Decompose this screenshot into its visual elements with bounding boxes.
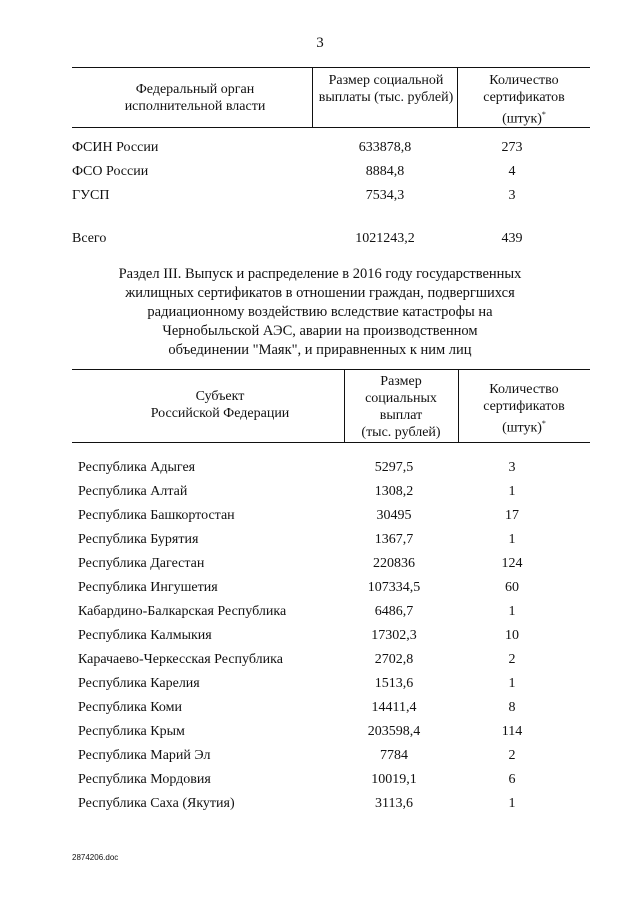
table1-total-count: 439 — [501, 231, 523, 246]
table2-row — [0, 770, 640, 790]
table2-divider-1 — [344, 369, 345, 443]
table1-count: 3 — [508, 188, 516, 203]
table2-name: Республика Ингушетия — [78, 580, 218, 595]
table1-divider-2 — [457, 67, 458, 128]
table2-value: 10019,1 — [371, 772, 417, 787]
table2-count: 6 — [508, 772, 516, 787]
table2-count: 1 — [508, 676, 516, 691]
table2-name: Республика Марий Эл — [78, 748, 211, 763]
table2-value: 107334,5 — [367, 580, 421, 595]
table2-count: 3 — [508, 460, 516, 475]
table1-name: ГУСП — [72, 188, 110, 203]
table2-row — [0, 554, 640, 574]
table2-name: Республика Алтай — [78, 484, 188, 499]
table2-divider-2 — [458, 369, 459, 443]
table2-value: 6486,7 — [374, 604, 414, 619]
table2-row — [0, 650, 640, 670]
table1-header-payment: Размер социальной выплаты (тыс. рублей) — [318, 73, 454, 105]
table2-count: 1 — [508, 796, 516, 811]
table1-total-name: Всего — [72, 231, 107, 246]
table2-name: Республика Коми — [78, 700, 182, 715]
table2-value: 1513,6 — [374, 676, 414, 691]
table2-row — [0, 794, 640, 814]
footer-filename: 2874206.doc — [72, 853, 119, 862]
table2-value: 5297,5 — [374, 460, 414, 475]
table1-value: 8884,8 — [365, 164, 405, 179]
table2-row — [0, 578, 640, 598]
table2-value: 30495 — [376, 508, 412, 523]
table2-row — [0, 506, 640, 526]
table2-header-certificates: Количество сертификатов (штук)* — [483, 382, 565, 436]
table1-top-rule — [72, 67, 590, 68]
table2-name: Республика Калмыкия — [78, 628, 212, 643]
table2-top-rule — [72, 369, 590, 370]
table1-name: ФСО России — [72, 164, 149, 179]
table2-value: 17302,3 — [371, 628, 417, 643]
table2-value: 7784 — [380, 748, 408, 763]
table1-value: 7534,3 — [365, 188, 405, 203]
table1-total-value: 1021243,2 — [355, 231, 415, 246]
table1-name: ФСИН России — [72, 140, 159, 155]
table2-count: 10 — [505, 628, 519, 643]
table2-row — [0, 626, 640, 646]
table2-value: 2702,8 — [374, 652, 414, 667]
table2-header-payment: Размер социальных выплат (тыс. рублей) — [361, 374, 441, 440]
table2-row — [0, 722, 640, 742]
table2-header-subject: Субъект Российской Федерации — [150, 389, 290, 421]
table2-count: 2 — [508, 652, 516, 667]
table2-name: Республика Адыгея — [78, 460, 196, 475]
table2-value: 1308,2 — [374, 484, 414, 499]
table2-count: 17 — [505, 508, 519, 523]
table1-row — [0, 162, 640, 182]
page-number: 3 — [316, 35, 324, 51]
table2-value: 14411,4 — [371, 700, 417, 715]
table2-count: 1 — [508, 604, 516, 619]
table2-row — [0, 674, 640, 694]
table1-header-authority: Федеральный орган исполнительной власти — [124, 82, 266, 114]
table2-count: 124 — [501, 556, 523, 571]
table2-value: 220836 — [373, 556, 415, 571]
table2-value: 1367,7 — [374, 532, 414, 547]
table2-row — [0, 458, 640, 478]
table2-header-rule — [72, 442, 590, 443]
table2-name: Карачаево-Черкесская Республика — [78, 652, 283, 667]
table1-header-certificates: Количество сертификатов (штук)* — [483, 73, 565, 127]
table2-row — [0, 602, 640, 622]
table1-row — [0, 186, 640, 206]
table1-count: 273 — [501, 140, 523, 155]
table2-value: 203598,4 — [367, 724, 421, 739]
table2-row — [0, 482, 640, 502]
table2-name: Республика Крым — [78, 724, 185, 739]
table2-name: Республика Дагестан — [78, 556, 205, 571]
table1-value: 633878,8 — [358, 140, 412, 155]
table2-name: Республика Бурятия — [78, 532, 199, 547]
table1-divider-1 — [312, 67, 313, 128]
table2-name: Республика Саха (Якутия) — [78, 796, 235, 811]
table2-count: 60 — [505, 580, 519, 595]
table1-count: 4 — [508, 164, 516, 179]
table2-name: Кабардино-Балкарская Республика — [78, 604, 287, 619]
table1-row — [0, 138, 640, 158]
table2-name: Республика Мордовия — [78, 772, 211, 787]
table2-row — [0, 530, 640, 550]
table1-total-row — [0, 229, 640, 249]
table2-count: 8 — [508, 700, 516, 715]
table2-row — [0, 746, 640, 766]
table2-row — [0, 698, 640, 718]
table2-value: 3113,6 — [375, 796, 413, 811]
table2-count: 1 — [508, 532, 516, 547]
table2-count: 114 — [501, 724, 523, 739]
section-title: Раздел III. Выпуск и распределение в 2016 году государственных жилищных сертификатов в отношении граждан, подвергшихся радиационному воздействию вследствие катастрофы на Чернобыльской АЭС, аварии на производственном объединении "Маяк", и приравненных к ним лиц — [118, 266, 522, 358]
table2-name: Республика Башкортостан — [78, 508, 235, 523]
table2-name: Республика Карелия — [78, 676, 200, 691]
table2-count: 2 — [508, 748, 516, 763]
table2-count: 1 — [508, 484, 516, 499]
